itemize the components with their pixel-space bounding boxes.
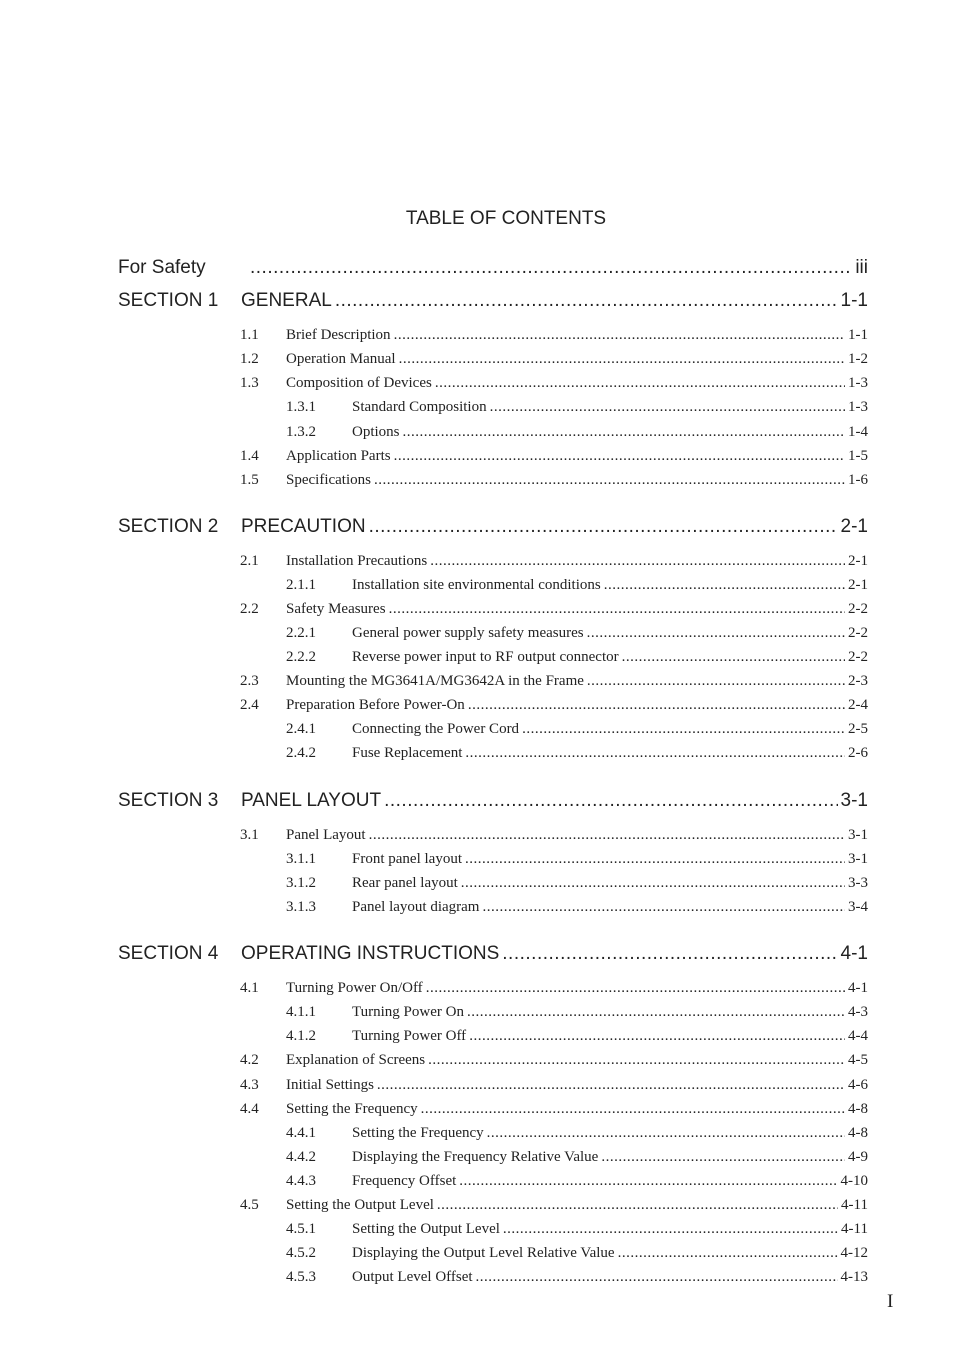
dot-leader	[465, 849, 845, 869]
toc-entry[interactable]	[286, 1171, 868, 1191]
toc-entry[interactable]	[286, 873, 868, 893]
toc-page: iii	[855, 257, 868, 278]
toc-label: Setting the Frequency	[352, 1125, 484, 1141]
toc-entry[interactable]	[240, 1050, 868, 1070]
toc-label: Installation site environmental conditions	[352, 577, 601, 593]
toc-entry[interactable]	[240, 825, 868, 845]
toc-label: Turning Power On/Off	[286, 980, 423, 996]
toc-section-label: For Safety	[118, 257, 206, 278]
dot-leader	[421, 1099, 845, 1119]
toc-number: 4.2	[240, 1052, 259, 1068]
toc-label: Turning Power On	[352, 1004, 464, 1020]
toc-number: 4.5.2	[286, 1245, 316, 1261]
toc-number: 4.1.1	[286, 1004, 316, 1020]
toc-label: Output Level Offset	[352, 1269, 473, 1285]
toc-label: Setting the Output Level	[352, 1221, 500, 1237]
toc-entry[interactable]	[240, 978, 868, 998]
toc-section-prefix: SECTION 2	[118, 516, 219, 537]
dot-leader	[399, 349, 845, 369]
toc-number: 2.2.1	[286, 625, 316, 641]
toc-page: 4-9	[848, 1149, 868, 1165]
toc-entry[interactable]	[240, 1099, 868, 1119]
toc-label: Setting the Frequency	[286, 1101, 418, 1117]
toc-entry[interactable]	[286, 397, 868, 417]
toc-page: 4-12	[840, 1245, 868, 1261]
toc-label: Setting the Output Level	[286, 1197, 434, 1213]
toc-number: 3.1.1	[286, 851, 316, 867]
dot-leader	[482, 897, 845, 917]
toc-number: 2.4	[240, 697, 259, 713]
dot-leader	[503, 1219, 838, 1239]
toc-page: 3-1	[848, 851, 868, 867]
toc-number: 4.5.1	[286, 1221, 316, 1237]
toc-page: 3-3	[848, 875, 868, 891]
dot-leader	[389, 599, 845, 619]
toc-number: 4.1.2	[286, 1028, 316, 1044]
dot-leader	[476, 1267, 838, 1287]
toc-entry[interactable]	[240, 1195, 868, 1215]
toc-label: Specifications	[286, 472, 371, 488]
toc-page: 2-2	[848, 601, 868, 617]
toc-label: Rear panel layout	[352, 875, 458, 891]
toc-number: 2.4.1	[286, 721, 316, 737]
toc-label: Fuse Replacement	[352, 745, 463, 761]
dot-leader	[522, 719, 845, 739]
dot-leader	[622, 647, 845, 667]
dot-leader	[428, 1050, 845, 1070]
toc-label: Front panel layout	[352, 851, 462, 867]
toc-page: 4-1	[840, 943, 868, 964]
toc-number: 4.4	[240, 1101, 259, 1117]
toc-label: Frequency Offset	[352, 1173, 457, 1189]
toc-label: Initial Settings	[286, 1077, 374, 1093]
toc-page: 4-8	[848, 1125, 868, 1141]
page-title: TABLE OF CONTENTS	[405, 208, 607, 229]
toc-number: 2.2	[240, 601, 259, 617]
toc-entry[interactable]	[240, 349, 868, 369]
toc-entry[interactable]	[286, 422, 868, 442]
toc-section-title: PRECAUTION	[241, 516, 366, 537]
toc-label: Safety Measures	[286, 601, 386, 617]
toc-page: 1-4	[848, 424, 868, 440]
toc-entry[interactable]	[286, 849, 868, 869]
toc-page: 1-5	[848, 448, 868, 464]
toc-entry[interactable]	[286, 1267, 868, 1287]
toc-entry[interactable]	[240, 671, 868, 691]
toc-label: General power supply safety measures	[352, 625, 584, 641]
dot-leader	[465, 743, 845, 763]
toc-label: Application Parts	[286, 448, 391, 464]
toc-label: Composition of Devices	[286, 375, 432, 391]
toc-label: Options	[352, 424, 400, 440]
dot-leader	[374, 470, 845, 490]
dot-leader	[469, 1026, 845, 1046]
toc-label: Connecting the Power Cord	[352, 721, 520, 737]
toc-page: 3-4	[848, 899, 868, 915]
dot-leader	[461, 873, 845, 893]
toc-section-title: OPERATING INSTRUCTIONS	[241, 943, 500, 964]
toc-number: 4.4.1	[286, 1125, 316, 1141]
toc-number: 4.3	[240, 1077, 259, 1093]
dot-leader	[377, 1075, 845, 1095]
toc-number: 3.1	[240, 827, 259, 843]
toc-entry[interactable]	[240, 551, 868, 571]
toc-section-2[interactable]	[118, 514, 868, 540]
dot-leader	[403, 422, 845, 442]
toc-page: 4-6	[848, 1077, 868, 1093]
toc-label: Panel layout diagram	[352, 899, 480, 915]
toc-section-3[interactable]	[118, 788, 868, 814]
toc-label: Standard Composition	[352, 399, 487, 415]
toc-page: 2-1	[840, 516, 868, 537]
dot-leader	[487, 1123, 845, 1143]
toc-entry[interactable]	[240, 325, 868, 345]
toc-page: 4-1	[848, 980, 868, 996]
toc-number: 2.3	[240, 673, 259, 689]
toc-number: 4.5	[240, 1197, 259, 1213]
dot-leader	[437, 1195, 838, 1215]
toc-page: 4-4	[848, 1028, 868, 1044]
toc-label: Explanation of Screens	[286, 1052, 426, 1068]
toc-page: 2-2	[848, 625, 868, 641]
toc-section-prefix: SECTION 3	[118, 790, 219, 811]
toc-label: Reverse power input to RF output connector	[352, 649, 619, 665]
toc-number: 1.2	[240, 351, 259, 367]
toc-entry[interactable]	[240, 373, 868, 393]
toc-number: 2.1.1	[286, 577, 316, 593]
toc-page: 2-5	[848, 721, 868, 737]
toc-number: 1.3.2	[286, 424, 316, 440]
dot-leader	[369, 514, 838, 540]
dot-leader	[394, 446, 845, 466]
dot-leader	[490, 397, 845, 417]
toc-entry[interactable]	[240, 1075, 868, 1095]
dot-leader	[618, 1243, 838, 1263]
toc-number: 2.1	[240, 553, 259, 569]
toc-page: 4-13	[840, 1269, 868, 1285]
toc-page: 1-1	[840, 290, 868, 311]
toc-entry[interactable]	[286, 575, 868, 595]
dot-leader	[502, 941, 837, 967]
toc-number: 1.1	[240, 327, 259, 343]
dot-leader	[394, 325, 845, 345]
toc-number: 1.5	[240, 472, 259, 488]
toc-entry[interactable]	[240, 446, 868, 466]
toc-entry[interactable]	[286, 647, 868, 667]
toc-page: 4-8	[848, 1101, 868, 1117]
toc-entry-for-safety[interactable]	[118, 255, 868, 281]
dot-leader	[430, 551, 845, 571]
toc-entry[interactable]	[286, 1243, 868, 1263]
dot-leader	[459, 1171, 837, 1191]
toc-page: 1-6	[848, 472, 868, 488]
toc-number: 4.4.3	[286, 1173, 316, 1189]
toc-page: 2-6	[848, 745, 868, 761]
toc-page: 2-4	[848, 697, 868, 713]
toc-page: 2-2	[848, 649, 868, 665]
dot-leader	[468, 695, 845, 715]
page-number: I	[887, 1291, 894, 1312]
toc-label: Displaying the Frequency Relative Value	[352, 1149, 599, 1165]
toc-entry[interactable]	[240, 599, 868, 619]
toc-section-title: GENERAL	[241, 290, 332, 311]
toc-number: 2.4.2	[286, 745, 316, 761]
toc-entry[interactable]	[286, 897, 868, 917]
toc-page: 3-1	[840, 790, 868, 811]
dot-leader	[587, 623, 845, 643]
toc-page: 1-3	[848, 375, 868, 391]
dot-leader	[426, 978, 845, 998]
toc-number: 1.3	[240, 375, 259, 391]
toc-entry[interactable]	[286, 623, 868, 643]
toc-label: Brief Description	[286, 327, 391, 343]
dot-leader	[384, 788, 837, 814]
toc-page: 3-1	[848, 827, 868, 843]
toc-section-title: PANEL LAYOUT	[241, 790, 382, 811]
toc-page: 4-11	[841, 1221, 868, 1237]
toc-section-1[interactable]	[118, 288, 868, 314]
toc-entry[interactable]	[286, 1002, 868, 1022]
toc-number: 2.2.2	[286, 649, 316, 665]
dot-leader	[467, 1002, 845, 1022]
toc-label: Turning Power Off	[352, 1028, 467, 1044]
toc-page: 2-1	[848, 577, 868, 593]
dot-leader	[250, 255, 852, 281]
toc-entry[interactable]	[286, 719, 868, 739]
toc-entry[interactable]	[240, 470, 868, 490]
toc-page: 1-1	[848, 327, 868, 343]
toc-entry[interactable]	[286, 1123, 868, 1143]
toc-number: 3.1.2	[286, 875, 316, 891]
toc-page: 4-3	[848, 1004, 868, 1020]
toc-number: 1.3.1	[286, 399, 316, 415]
toc-section-prefix: SECTION 1	[118, 290, 219, 311]
toc-label: Panel Layout	[286, 827, 366, 843]
toc-number: 4.5.3	[286, 1269, 316, 1285]
toc-page: 4-5	[848, 1052, 868, 1068]
toc-page: 4-10	[840, 1173, 868, 1189]
toc-page: 1-2	[848, 351, 868, 367]
toc-entry[interactable]	[286, 1147, 868, 1167]
toc-label: Preparation Before Power-On	[286, 697, 465, 713]
dot-leader	[369, 825, 845, 845]
toc-page: 4-11	[841, 1197, 868, 1213]
toc-entry[interactable]	[286, 1026, 868, 1046]
toc-number: 3.1.3	[286, 899, 316, 915]
toc-section-4[interactable]	[118, 941, 868, 967]
toc-number: 1.4	[240, 448, 259, 464]
dot-leader	[587, 671, 845, 691]
dot-leader	[604, 575, 845, 595]
toc-entry[interactable]	[286, 743, 868, 763]
toc-entry[interactable]	[240, 695, 868, 715]
toc-label: Displaying the Output Level Relative Value	[352, 1245, 615, 1261]
toc-page: 2-3	[848, 673, 868, 689]
toc-page: 2-1	[848, 553, 868, 569]
dot-leader	[335, 288, 838, 314]
toc-label: Operation Manual	[286, 351, 396, 367]
toc-entry[interactable]	[286, 1219, 868, 1239]
toc-section-prefix: SECTION 4	[118, 943, 219, 964]
toc-page: 1-3	[848, 399, 868, 415]
toc-label: Installation Precautions	[286, 553, 428, 569]
dot-leader	[601, 1147, 845, 1167]
toc-label: Mounting the MG3641A/MG3642A in the Frame	[286, 673, 584, 689]
dot-leader	[435, 373, 845, 393]
toc-number: 4.1	[240, 980, 259, 996]
toc-number: 4.4.2	[286, 1149, 316, 1165]
